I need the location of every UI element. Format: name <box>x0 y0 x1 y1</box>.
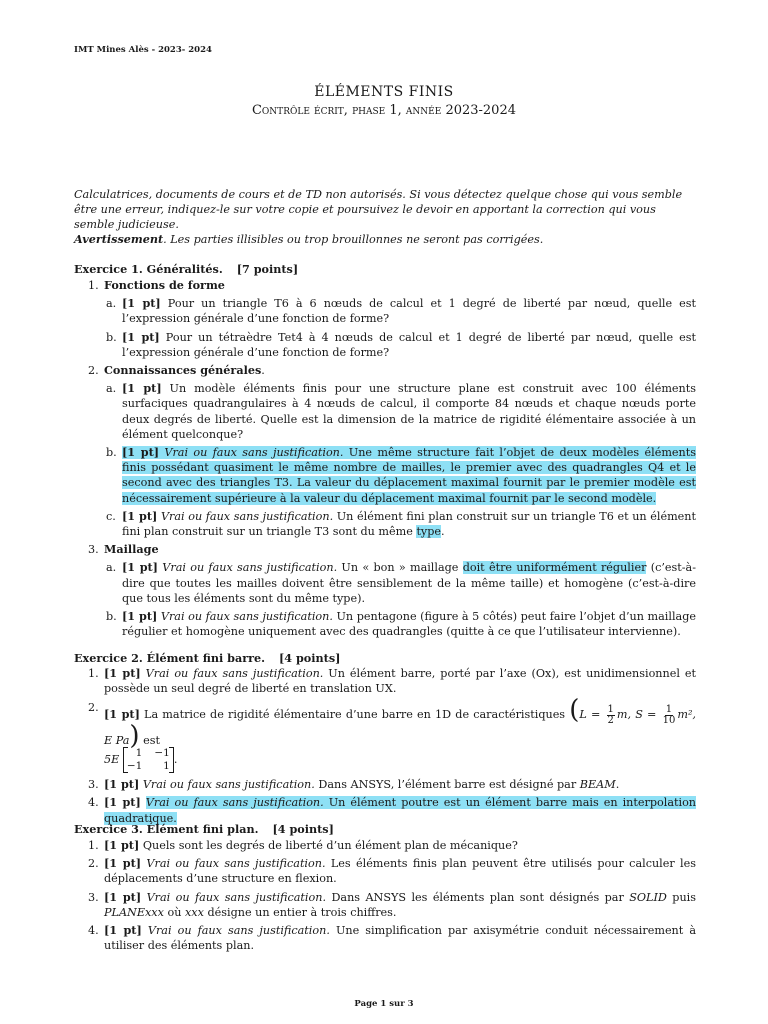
question-1-1-a: a. [1 pt] Pour un triangle T6 à 6 nœuds de calcul et 1 degré de liberté par nœud, quelle est l’expression générale d’une fonction de forme? <box>106 296 696 326</box>
page-number: Page 1 sur 3 <box>354 999 414 1009</box>
question-1-1-b: b. [1 pt] Pour un tétraèdre Tet4 à 4 nœuds de calcul et 1 degré de liberté par nœud, quelle est l’expression générale d’une fonction de forme? <box>106 329 696 359</box>
exercise-1-heading: Exercice 1. Généralités. [7 points] <box>74 262 299 276</box>
question-2-1: 1. [1 pt] Vrai ou faux sans justification. Un élément barre, porté par l’axe (Ox), est unidimensionnel et possède un seul degré de liberté en translation UX. <box>88 666 696 696</box>
page-title: ÉLÉMENTS FINIS <box>314 84 454 100</box>
question-1-2-c: c. [1 pt] Vrai ou faux sans justification. Un élément fini plan construit sur un triangle T6 et un élément fini plan construit sur un triangle T3 sont du même type. <box>106 508 696 539</box>
question-1-2-a: a. [1 pt] Un modèle éléments finis pour une structure plane est construit avec 100 éléments surfaciques quadrangulaires à 4 nœuds de calcul, il comporte 84 nœuds et chaque nœuds porte deux degrés de liberté. Quelle est la dimension de la matrice de rigidité élémentaire associée à un élément quelconque? <box>106 381 696 441</box>
question-2-4: 4. [1 pt] Vrai ou faux sans justification. Un élément poutre est un élément barre mais en interpolation quadratique. <box>88 795 697 825</box>
question-1-2-b: b. [1 pt] Vrai ou faux sans justification. Une même structure fait l’objet de deux modèles éléments finis possédant quasiment le même nombre de mailles, le premier avec des quadrangles Q4 et le second avec des triangles T3. La valeur du déplacement maximal fournit par le premier modèle est nécessairement supérieure à la valeur du déplacement maximal fournit par le second modèle. <box>106 445 696 505</box>
exercise-3-heading: Exercice 3. Élément fini plan. [4 points] <box>74 822 334 836</box>
exercise-2-heading: Exercice 2. Élément fini barre. [4 points] <box>74 651 341 665</box>
question-2-2: 2. [1 pt] La matrice de rigidité élémentaire d’une barre en 1D de caractéristiques (L = $\frac{1}{2}$ m, S = $\frac{1}{10}$ m², E Pa) est <box>88 695 696 751</box>
question-3-4: 4. [1 pt] Vrai ou faux sans justification. Une simplification par axisymétrie conduit nécessairement à utiliser des éléments plan. <box>88 923 696 953</box>
exercise-3-body <box>74 838 696 956</box>
exercise-2-body <box>74 666 696 829</box>
question-3-3: 3. [1 pt] Vrai ou faux sans justification. Dans ANSYS les éléments plan sont désignés par SOLID puis PLANExxx où xxx désigne un entier à trois chiffres. <box>88 889 696 919</box>
page-subtitle: Contrôle écrit, phase 1, année 2023-2024 <box>251 103 516 118</box>
document-header: IMT Mines Alès - 2023- 2024 <box>74 45 212 55</box>
instructions: Calculatrices, documents de cours et de TD non autorisés. Si vous détectez quelque chose qui vous semble être une erreur, indiquez-le sur votre copie et poursuivez le devoir en apportant la correction qui vous semble judicieuse. Avertissement. Les parties illisibles ou trop brouillonnes ne seront pas corrigées. <box>74 188 683 246</box>
question-1-3-a: a. [1 pt] Vrai ou faux sans justification. Un « bon » maillage doit être uniformément régulier (c’est-à-dire que toutes les mailles doivent être sensiblement de la même taille) et homogène (c’est-à-dire que tous les éléments sont du même type). <box>106 560 696 605</box>
exercise-1-body: 1. Fonctions de forme a. [1 pt] Pour un triangle T6 à 6 nœuds de calcul et 1 degré de liberté par nœud, quelle est l’expression générale d’une fonction de forme? b. [1 pt] Pour un tétraèdre Tet4 à 4 nœuds de calcul et 1 degré de liberté par nœud, quelle est l’expression générale d’une fonction de forme? 2. Connaissances générales. a. [1 pt] Un modèle éléments finis pour une structure plane est construit avec 100 éléments surfaciques quadrangulaires à 4 nœuds de calcul, il comporte 84 nœuds et chaque nœuds porte deux degrés de liberté. Quelle est la dimension de la matrice de rigidité élémentaire associée à un élément quelconque? b. [1 pt] Vrai ou faux sans justification. Une même structure fait l’objet de deux modèles éléments finis possédant quasiment le même nombre de mailles, le premier avec des quadrangles Q4 et le second avec des triangles T3. La valeur du déplacement maximal fournit par le premier modèle est nécessairement supérieure à la valeur du déplacement maximal fournit par le second modèle. c. [1 pt] Vrai ou faux sans justification. Un élément fini plan construit sur un triangle T6 et un élément fini plan construit sur un triangle T3 sont du même type. 3. Maillage a. [1 pt] Vrai ou faux sans justification. Un « bon » maillage doit être uniformément régulier (c’est-à-dire que toutes les mailles doivent être sensiblement de la même taille) et homogène (c’est-à-dire que tous les éléments sont du même type). b. [1 pt] Vrai ou faux sans justification. Un pentagone (figure à 5 côtés) peut faire l’objet d’un maillage régulier et homogène uniquement avec des quadrangles (quitte à ce que l’utilisateur intervienne). <box>74 278 696 642</box>
question-3-1: 1. [1 pt] Quels sont les degrés de liberté d’un élément plan de mécanique? <box>88 838 518 852</box>
stiffness-matrix: 5E 1 −1 −1 1 . <box>104 747 178 773</box>
question-1-3-b: b. [1 pt] Vrai ou faux sans justification. Un pentagone (figure à 5 côtés) peut faire l’objet d’un maillage régulier et homogène uniquement avec des quadrangles (quitte à ce que l’utilisateur intervienne). <box>106 609 696 639</box>
question-2-3: 3. [1 pt] Vrai ou faux sans justification. Dans ANSYS, l’élément barre est désigné par BEAM. <box>88 777 620 792</box>
question-3-2: 2. [1 pt] Vrai ou faux sans justification. Les éléments finis plan peuvent être utilisés pour calculer les déplacements d’une structure en flexion. <box>88 856 696 886</box>
